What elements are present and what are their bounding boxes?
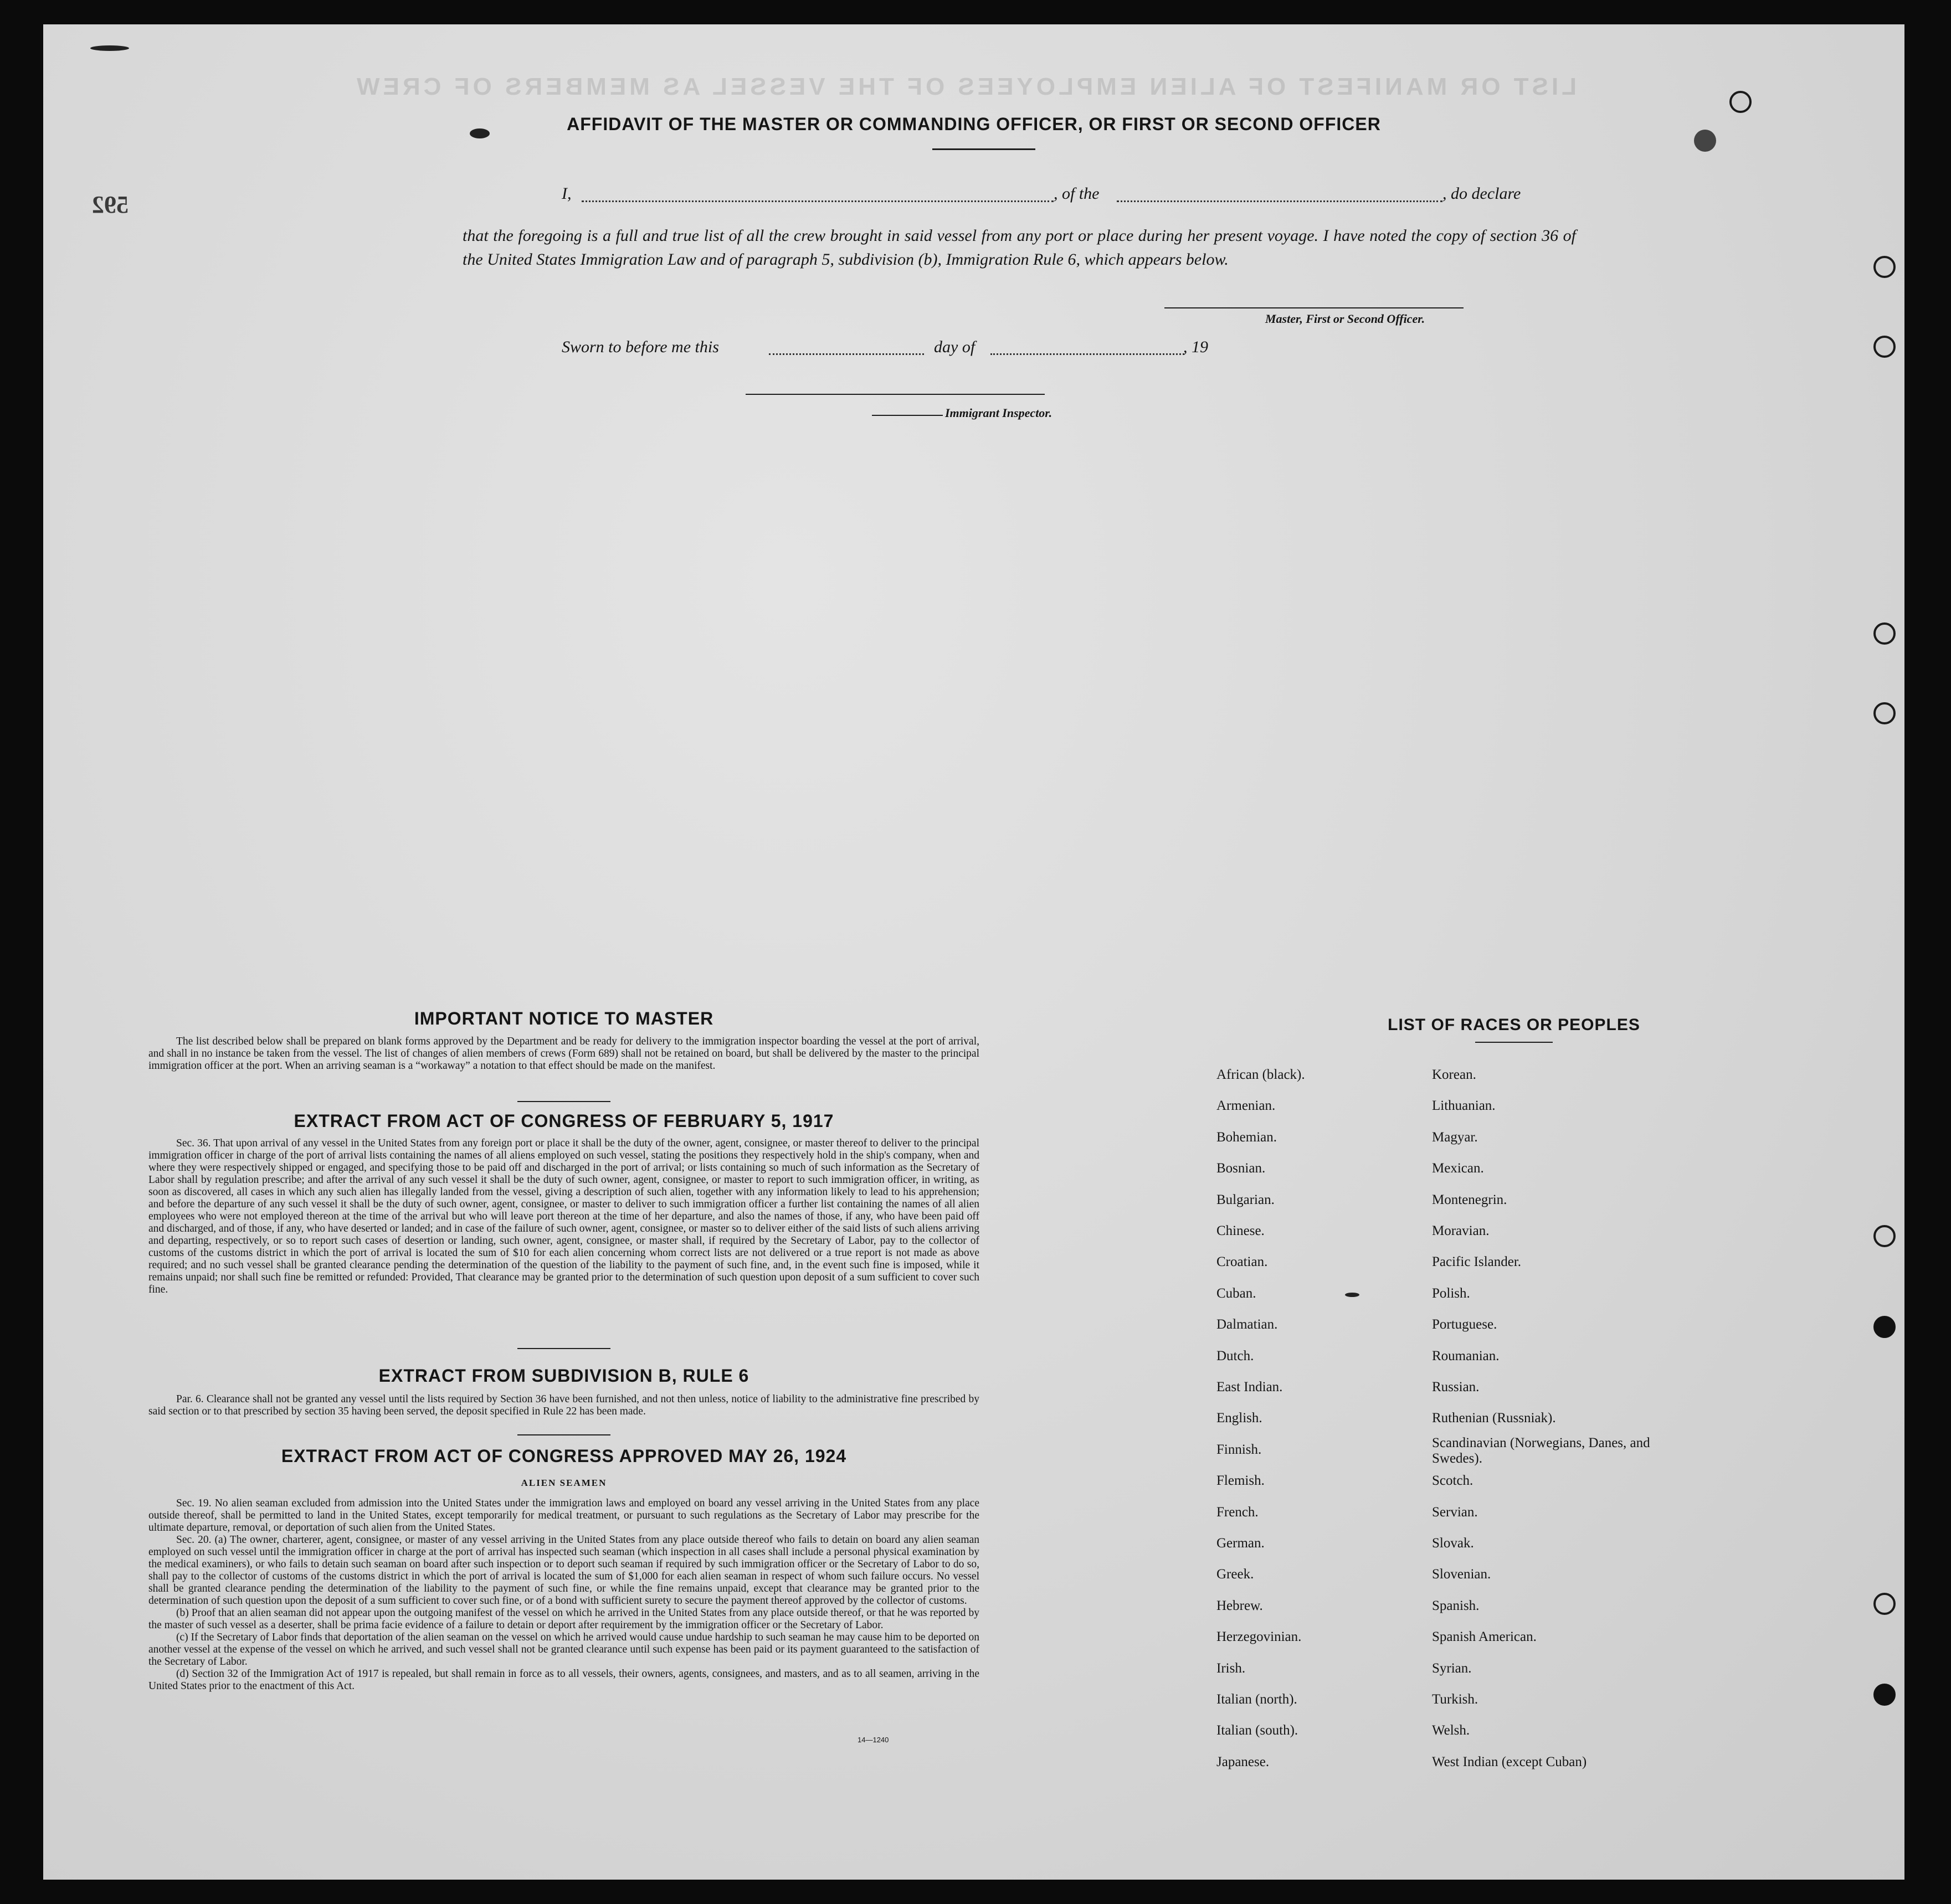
ink-speck <box>470 128 490 138</box>
sworn-day-of-label: day of <box>934 338 976 356</box>
race-item: Dalmatian. <box>1216 1317 1278 1332</box>
binder-hole <box>1873 1225 1896 1247</box>
margin-number: 592 <box>92 191 129 218</box>
race-item: English. <box>1216 1411 1262 1426</box>
extract-1924-title: EXTRACT FROM ACT OF CONGRESS APPROVED MAY 26, 1924 <box>281 1446 847 1466</box>
binder-hole <box>1873 702 1896 724</box>
race-item: Portuguese. <box>1432 1317 1497 1332</box>
notice-divider <box>517 1101 610 1102</box>
binder-hole <box>1873 1684 1896 1706</box>
extract-1917-text: Sec. 36. That upon arrival of any vessel in the United States from any foreign port or place it shall be the duty of the owner, agent, consignee, or master thereof to deliver to the principal immigration officer in charge of the port of arrival lists containing the names of all aliens employed on such vessel, stating the positions they respectively hold in the ship's company, when and where they were respectively shipped or engaged, and specifying those to be paid off and discharged in the port of arrival; or lists containing so much of such information as the Secretary of Labor shall by regulation prescribe; and after the arrival of any such vessel it shall be the duty of such owner, agent, consignee, or master to report to such immigration officer, in writing, as soon as discovered, all cases in which any such alien has illegally landed from the vessel, giving a description of such alien, together with any information likely to lead to his apprehension; and before the departure of any such vessel it shall be the duty of such owner, agent, consignee, or master to deliver to such immigration officer a further list containing the names of all alien employees who were not employed thereon at the time of the arrival but who will leave port thereon at the time of her departure, and also the names of those, if any, who have been paid off and discharged, and of those, if any, who have deserted or landed; and in case of the failure of such owner, agent, consignee, or master so to deliver either of the said lists of such aliens arriving and departing, respectively, or so to report such cases of desertion or landing, such owner, agent, consignee, or master shall, if required by the Secretary of Labor, pay to the collector of customs of the customs district in which the port of arrival is located the sum of $10 for each alien concerning whom correct lists are not delivered or a true report is not made as above required; and no such vessel shall be granted clearance pending the determination of the question of the liability to the payment of such fine, and, in the event such fine is imposed, while it remains unpaid; nor shall such fine be remitted or refunded: Provided, That clearance may be granted prior to the determination of such question upon deposit of a sum sufficient to cover such fine. <box>148 1138 979 1295</box>
race-item: Slovenian. <box>1432 1567 1491 1582</box>
master-signature-label: Master, First or Second Officer. <box>1265 312 1425 326</box>
race-item: Servian. <box>1432 1504 1478 1520</box>
race-item: East Indian. <box>1216 1380 1283 1394</box>
sec-20d-text: (d) Section 32 of the Immigration Act of 1917 is repealed, but shall remain in force as to all vessels, their owners, agents, consignees, and masters, and as to all seamen, arriving in the United States prior to the enactment of this Act. <box>148 1668 979 1692</box>
race-item: Moravian. <box>1432 1223 1490 1238</box>
affidavit-of-the-label: , of the <box>1054 184 1100 203</box>
race-item: French. <box>1216 1504 1259 1520</box>
rule6-title: EXTRACT FROM SUBDIVISION B, RULE 6 <box>378 1366 749 1386</box>
extract-1917-title: EXTRACT FROM ACT OF CONGRESS OF FEBRUARY 5, 1917 <box>294 1111 834 1131</box>
binder-hole <box>1873 336 1896 358</box>
sec-20a-text: Sec. 20. (a) The owner, charterer, agent, consignee, or master of any vessel arriving in the United States from any place outside thereof who fails to detain on board any alien seaman employed on such vessel until the immigration officer in charge at the port of arrival has inspected such seaman (which inspection in all cases shall include a personal physical examination by the medical examiners), or who fails to detain such seaman on board after such inspection or to deport such seaman if required by such immigration officer or the Secretary of Labor to do so, shall pay to the collector of customs of the customs district in which the port of arrival is located the sum of $1,000 for each alien seaman in respect of whom such failure occurs. No vessel shall be granted clearance pending the determination of the liability to the payment of such fine, or while the fine remains unpaid, except that clearance may be granted prior to the determination of such question upon the deposit of a sum sufficient to cover such fine, or of a bond with sufficient surety to secure the payment thereof approved by the collector of customs. <box>148 1534 979 1607</box>
notice-body-text: The list described below shall be prepared on blank forms approved by the Department and be ready for delivery to the immigration inspector boarding the vessel at the port of arrival, and shall in no instance be taken from the vessel. The list of changes of alien members of crews (Form 689) shall not be retained on board, but shall be delivered by the master to the principal immigration officer at the port. When an arriving seaman is a “workaway” a notation to that effect should be made on the manifest. <box>148 1036 979 1072</box>
race-item: German. <box>1216 1536 1265 1551</box>
affidavit-i-label: I, <box>562 184 572 203</box>
inspector-short-line <box>872 415 943 416</box>
extract-1917-divider <box>517 1348 610 1349</box>
sec-20b-text: (b) Proof that an alien seaman did not appear upon the outgoing manifest of the vessel on which he arrived in the United States from any place outside thereof, or that he was reported by the master of such vessel as a deserter, shall be prima facie evidence of a failure to detain or deport after requirement by the immigration officer or the Secretary of Labor. <box>148 1607 979 1631</box>
binder-hole <box>1873 622 1896 645</box>
ink-speck <box>1694 130 1716 152</box>
race-item: Russian. <box>1432 1380 1480 1394</box>
race-item: West Indian (except Cuban) <box>1432 1754 1587 1769</box>
binder-hole <box>1729 91 1752 113</box>
race-item: Hebrew. <box>1216 1598 1263 1613</box>
race-item: Welsh. <box>1432 1723 1470 1738</box>
race-item: Irish. <box>1216 1660 1246 1676</box>
rule6-text: Par. 6. Clearance shall not be granted any vessel until the lists required by Section 36 have been furnished, and not then unless, notice of liability to the administrative fine prescribed by said section or to that prescribed by section 35 having been served, the deposit specified in Rule 22 has been made. <box>148 1393 979 1417</box>
affidavit-paragraph: that the foregoing is a full and true list of all the crew brought in said vessel from any port or place during her present voyage. I have noted the copy of section 36 of the United States Immigration Law and of paragraph 5, subdivision (b), Immigration Rule 6, which appears below. <box>463 227 1576 269</box>
race-item: Scandinavian (Norwegians, Danes, and Swedes). <box>1432 1435 1650 1466</box>
races-title: LIST OF RACES OR PEOPLES <box>1388 1016 1640 1034</box>
binder-hole <box>1873 256 1896 278</box>
race-item: Herzegovinian. <box>1216 1629 1302 1645</box>
race-item: Magyar. <box>1432 1129 1478 1145</box>
race-item: Italian (north). <box>1216 1692 1297 1707</box>
extract-1924-body <box>148 1498 979 1692</box>
race-item: Slovak. <box>1432 1536 1474 1551</box>
affidavit-title: AFFIDAVIT OF THE MASTER OR COMMANDING OFFICER, OR FIRST OR SECOND OFFICER <box>567 114 1381 134</box>
race-item: Turkish. <box>1432 1692 1478 1707</box>
race-item: Greek. <box>1216 1567 1254 1582</box>
form-number: 14—1240 <box>858 1736 889 1744</box>
race-item: Polish. <box>1432 1285 1470 1301</box>
sworn-prefix: Sworn to before me this <box>562 338 719 356</box>
race-item: Syrian. <box>1432 1660 1472 1676</box>
notice-body <box>148 1036 979 1072</box>
sworn-day-line <box>769 353 924 355</box>
sec-19-text: Sec. 19. No alien seaman excluded from admission into the United States under the immigration laws and employed on board any vessel arriving in the United States from any place outside thereof, shall be permitted to land in the United States, except temporarily for medical treatment, or pursuant to such regulations as the Secretary of Labor may prescribe for the ultimate departure, removal, or deportation of such alien from the United States. <box>148 1498 979 1534</box>
ink-speck <box>90 45 129 51</box>
race-item: Dutch. <box>1216 1348 1254 1363</box>
binder-hole <box>1873 1316 1896 1338</box>
race-item: Armenian. <box>1216 1098 1276 1114</box>
affidavit-title-rule <box>932 148 1035 150</box>
master-signature-line <box>1164 307 1464 308</box>
binder-hole <box>1873 1593 1896 1615</box>
inspector-label: Immigrant Inspector. <box>945 406 1052 420</box>
ink-speck <box>1345 1293 1359 1297</box>
race-item: Bosnian. <box>1216 1161 1266 1176</box>
bleed-through-heading: LIST OR MANIFEST OF ALIEN EMPLOYEES OF THE VESSEL AS MEMBERS OF CREW <box>353 73 1577 100</box>
race-item: Bohemian. <box>1216 1129 1277 1145</box>
sworn-year-label: , 19 <box>1183 338 1208 356</box>
manifest-page <box>43 24 1904 1880</box>
race-item: Montenegrin. <box>1432 1192 1507 1207</box>
sworn-month-line <box>990 353 1184 355</box>
race-item: Spanish American. <box>1432 1629 1537 1645</box>
race-item: Roumanian. <box>1432 1348 1500 1363</box>
race-item: Scotch. <box>1432 1473 1473 1489</box>
race-item: Pacific Islander. <box>1432 1254 1522 1270</box>
race-item: African (black). <box>1216 1067 1305 1082</box>
race-item: Italian (south). <box>1216 1723 1298 1738</box>
race-item: Spanish. <box>1432 1598 1480 1613</box>
inspector-signature-line <box>746 394 1045 395</box>
race-item: Flemish. <box>1216 1473 1265 1489</box>
race-item: Lithuanian. <box>1432 1098 1496 1114</box>
race-item: Finnish. <box>1216 1442 1262 1457</box>
races-title-rule <box>1475 1042 1553 1043</box>
race-item: Croatian. <box>1216 1254 1268 1270</box>
race-item: Japanese. <box>1216 1754 1270 1769</box>
vessel-name-line <box>1117 200 1442 202</box>
race-item: Bulgarian. <box>1216 1192 1275 1207</box>
rule6-divider <box>517 1434 610 1435</box>
affidavit-declare-label: , do declare <box>1442 184 1521 203</box>
race-item: Korean. <box>1432 1067 1476 1082</box>
race-item: Cuban. <box>1216 1285 1256 1301</box>
race-item: Chinese. <box>1216 1223 1265 1238</box>
rule6-body <box>148 1393 979 1418</box>
sec-20c-text: (c) If the Secretary of Labor finds that deportation of the alien seaman on the vessel on which he arrived would cause undue hardship to such seaman he may cause him to be deported on another vessel at the expense of the vessel on which he arrived, and such vessel shall not be granted clearance until such expense has been paid or its payment guaranteed to the satisfaction of the Secretary of Labor. <box>148 1632 979 1668</box>
extract-1917-body <box>148 1138 979 1296</box>
extract-1924-subtitle: ALIEN SEAMEN <box>521 1478 607 1488</box>
race-item: Mexican. <box>1432 1161 1484 1176</box>
master-name-line <box>582 200 1054 202</box>
race-item: Ruthenian (Russniak). <box>1432 1411 1556 1426</box>
notice-title: IMPORTANT NOTICE TO MASTER <box>414 1008 714 1028</box>
